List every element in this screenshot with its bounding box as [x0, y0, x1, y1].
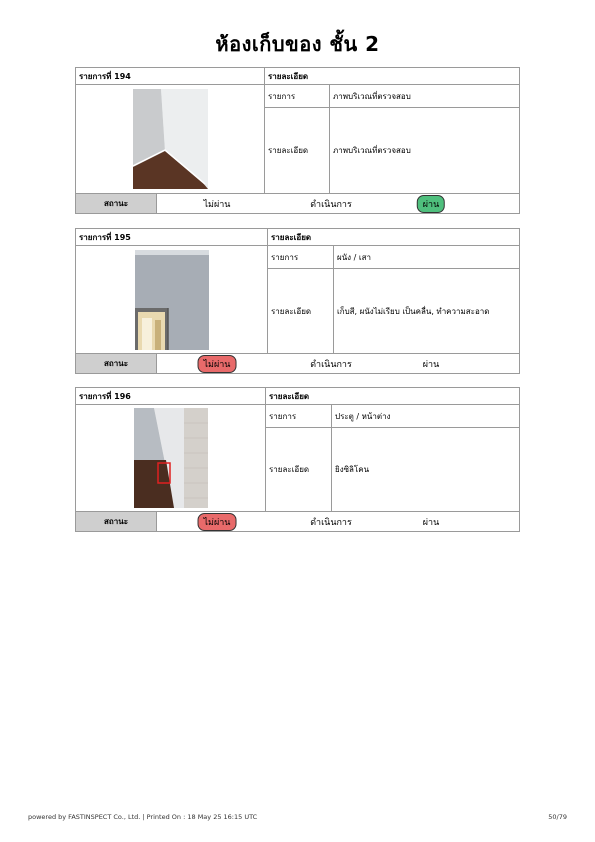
details-header: รายละเอียด — [266, 388, 520, 405]
page-number: 50/79 — [548, 813, 567, 821]
photo-cell — [76, 85, 265, 194]
photo-cell — [76, 246, 268, 354]
inspection-item-194 — [75, 67, 520, 214]
details-label: รายละเอียด — [266, 428, 332, 512]
status-label: สถานะ — [76, 194, 157, 214]
status-fail-option[interactable]: ไม่ผ่าน — [198, 513, 237, 531]
status-options — [157, 512, 520, 532]
inspection-photo[interactable] — [135, 250, 209, 350]
details-value: ยิงซิลิโคน — [332, 428, 520, 512]
status-label: สถานะ — [76, 354, 157, 374]
status-in-progress-option[interactable]: ดำเนินการ — [310, 517, 352, 528]
details-value: เก็บสี, ผนังไม่เรียบ เป็นคลื่น, ทำความสะอาด — [334, 269, 520, 354]
footer-credit: powered by FASTINSPECT Co., Ltd. | Printed On : 18 May 25 16:15 UTC — [28, 813, 258, 821]
inspection-photo[interactable] — [134, 408, 208, 508]
photo-cell — [76, 405, 266, 512]
details-header: รายละเอียด — [268, 229, 520, 246]
status-options — [157, 194, 520, 214]
item-value: ผนัง / เสา — [334, 246, 520, 269]
item-number: รายการที่ 195 — [76, 229, 268, 246]
item-number: รายการที่ 194 — [76, 68, 265, 85]
status-options — [157, 354, 520, 374]
inspection-item-196 — [75, 387, 520, 532]
item-number: รายการที่ 196 — [76, 388, 266, 405]
item-label: รายการ — [265, 85, 330, 108]
details-value: ภาพบริเวณที่ตรวจสอบ — [330, 108, 520, 194]
status-pass-option[interactable]: ผ่าน — [417, 195, 445, 213]
status-in-progress-option[interactable]: ดำเนินการ — [310, 199, 352, 210]
status-in-progress-option[interactable]: ดำเนินการ — [310, 359, 352, 370]
inspection-item-195 — [75, 228, 520, 374]
status-label: สถานะ — [76, 512, 157, 532]
item-value: ประตู / หน้าต่าง — [332, 405, 520, 428]
details-header: รายละเอียด — [265, 68, 520, 85]
item-value: ภาพบริเวณที่ตรวจสอบ — [330, 85, 520, 108]
details-label: รายละเอียด — [265, 108, 330, 194]
item-label: รายการ — [268, 246, 334, 269]
details-label: รายละเอียด — [268, 269, 334, 354]
inspection-photo[interactable] — [133, 89, 208, 189]
status-fail-option[interactable]: ไม่ผ่าน — [198, 355, 237, 373]
item-label: รายการ — [266, 405, 332, 428]
status-pass-option[interactable]: ผ่าน — [422, 359, 440, 370]
status-fail-option[interactable]: ไม่ผ่าน — [203, 199, 231, 210]
status-pass-option[interactable]: ผ่าน — [422, 517, 440, 528]
page-title: ห้องเก็บของ ชั้น 2 — [215, 32, 380, 56]
